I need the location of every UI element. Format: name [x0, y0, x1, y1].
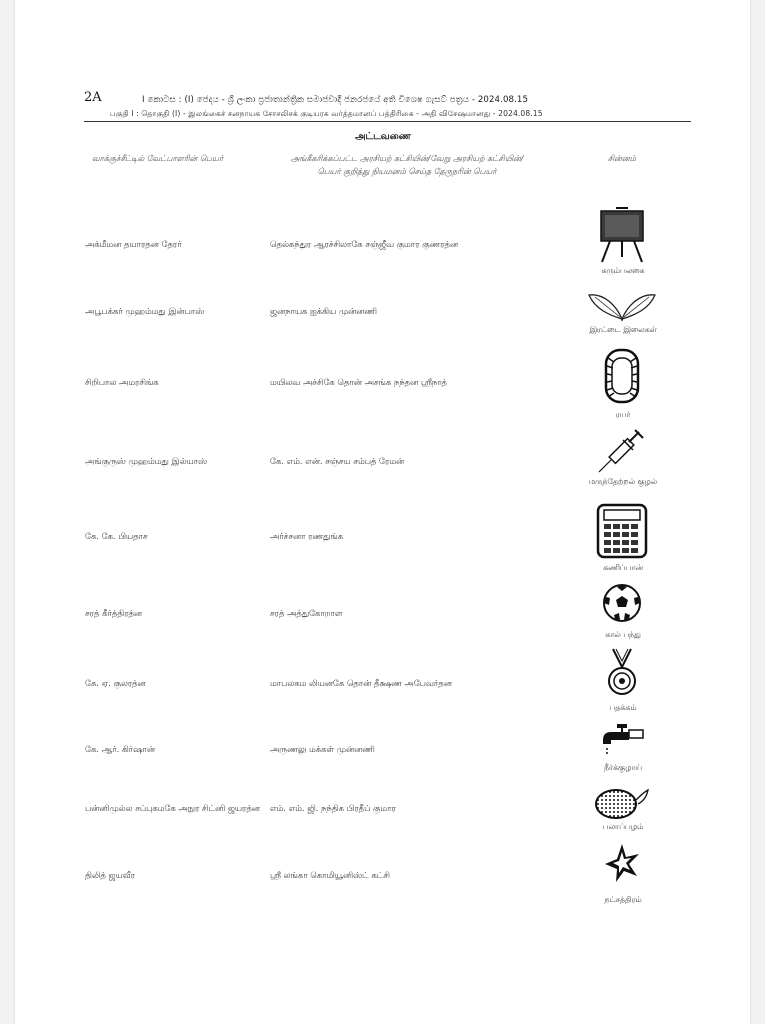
gazette-header-tamil: பகுதி I : தொகுதி (I) - இலங்கைச் சனநாயக சோசலிசக் குடியரசு வர்த்தமானப் பத்திரிகை - அதி விசேஷமானது - 2024.08.15	[110, 109, 543, 118]
party-name: மாபலகம லியனகே தொன் தீக்ஷண அபேவர்தன	[270, 678, 452, 688]
blackboard-icon	[582, 207, 662, 263]
symbol-label: பதக்கம்	[609, 703, 637, 712]
syringe-icon	[582, 428, 662, 474]
candidate-name: பன்னிமுல்ல சப்புகமகே அநுர சிட்னி ஜயரத்ன	[85, 803, 260, 813]
symbol-label: ரயர்	[615, 410, 631, 419]
symbol-label: மருந்தேற்றல் குழல்	[588, 477, 658, 486]
symbol-label: நட்சத்திரம்	[604, 895, 642, 904]
party-name: ஸ்ரீ லங்கா கொமியூனிஸ்ட் கட்சி	[270, 870, 390, 880]
header-rule	[84, 121, 691, 122]
party-name: அருணலு மக்கள் முன்னணி	[270, 744, 375, 754]
party-name: சரத் அத்துகோறாள	[270, 608, 343, 618]
jackfruit-icon	[582, 786, 662, 822]
symbol-label: நீர்க்குழாய்	[604, 763, 642, 772]
party-name: எம். எம். ஜி. நந்திக பிரதீப் குமார	[270, 803, 396, 813]
candidate-name: அங்குருஸ் முஹம்மது இல்யாஸ்	[85, 456, 208, 466]
candidate-name: கே. ஆர். கிர்ஷான்	[85, 744, 156, 754]
two-leaves-icon	[582, 287, 662, 321]
candidate-name: சரத் கீர்த்திரத்ன	[85, 608, 143, 618]
water-tap-icon	[582, 722, 662, 758]
column-header-symbol: சின்னம்	[607, 154, 637, 163]
candidate-name: அபூபக்கர் முஹம்மது இன்பாஸ்	[85, 306, 205, 316]
party-name: மயிலவ அச்சிகே தொன் அசங்க நந்தன ஸ்ரீநாத்	[270, 377, 447, 387]
symbol-label: இரட்டை இலைகள்	[589, 325, 657, 334]
football-icon	[582, 583, 662, 623]
party-name: கே. எம். என். சஞ்சய சம்பத் ரேமன்	[270, 456, 405, 466]
candidate-name: திலித் ஜயவீர	[85, 870, 136, 880]
tyre-icon	[582, 348, 662, 404]
page-number: 2A	[84, 90, 102, 105]
party-name: தெல்கந்துர ஆரச்சிலாகே சஞ்ஜீவ குமார குணரத்ன	[270, 239, 459, 249]
candidate-name: கே. ஏ. குலரத்ன	[85, 678, 146, 688]
column-header-party: அங்கீகரிக்கப்பட்ட அரசியற் கட்சியின்/வேறு அரசியற் கட்சியின்/பெயர் குறித்து நியமனம் செய்த தேருநரின் பெயர்	[290, 154, 524, 176]
medal-icon	[582, 647, 662, 699]
gazette-header-sinhala: I කොටස : (I) ජෙදය - ශ්‍රී ලංකා ප්‍රජාතාන්ත්‍රික සමාජවාදී ජනරජයේ අති විශෙෂ ගැසට් පත්‍රය - 2024.08.15	[142, 95, 529, 105]
star-icon	[582, 843, 662, 883]
party-name: ஜனநாயக ஐக்கிய முன்னணி	[270, 306, 377, 316]
symbol-label: கணிப்பான்	[603, 563, 643, 572]
calculator-icon	[582, 503, 662, 559]
party-name: அர்ச்சனா ரணதுங்க	[270, 531, 344, 541]
symbol-label: கரும்பலகை	[601, 266, 645, 275]
schedule-title: அட்டவணை	[355, 131, 411, 142]
candidate-name: கே. கே. பியதாச	[85, 531, 148, 541]
column-header-candidate: வாக்குச்சீட்டில் வேட்பாளரின் பெயர்	[92, 154, 224, 163]
symbol-label: கால் பந்து	[605, 630, 641, 639]
symbol-label: பலாப்பழம்	[602, 822, 644, 831]
candidate-name: சிறிபால அமரசிங்க	[85, 377, 159, 387]
candidate-name: அக்மீமன தயாரதன தேரர்	[85, 239, 182, 249]
